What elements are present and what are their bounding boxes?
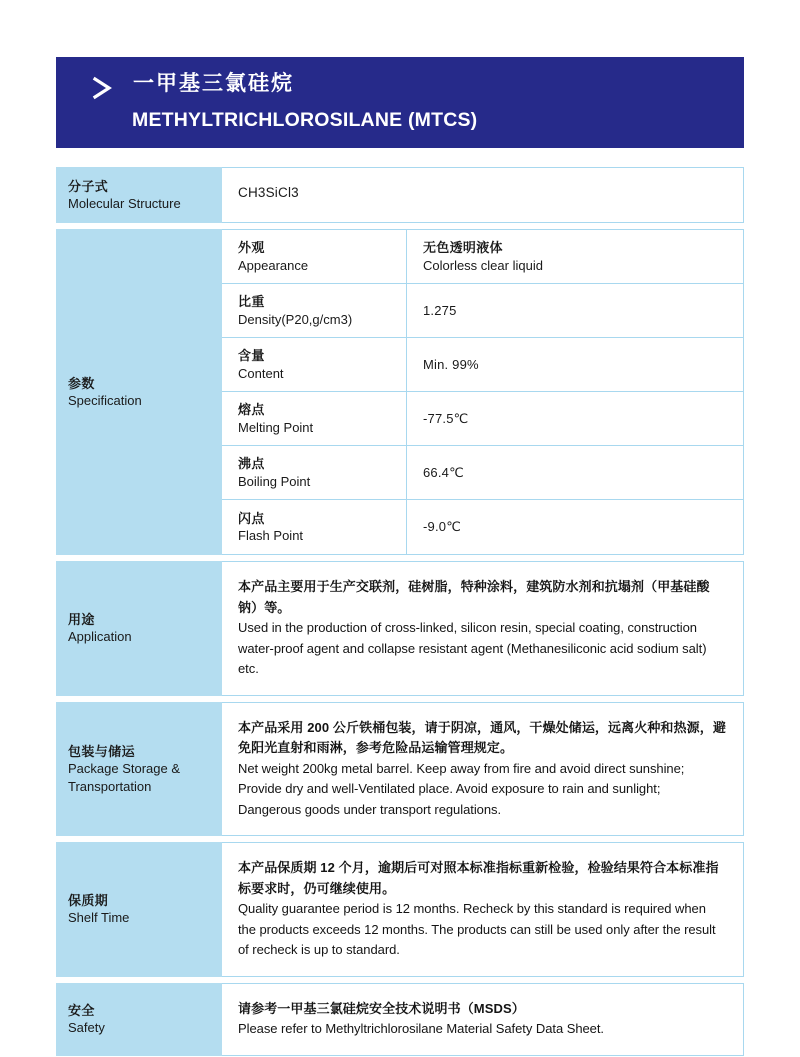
property-value-flash-point xyxy=(407,500,743,554)
property-name-boiling-point xyxy=(222,446,407,499)
product-name-cn: 一甲基三氯硅烷 xyxy=(133,72,294,95)
product-header-banner xyxy=(56,57,744,148)
value-safety xyxy=(222,983,744,1056)
property-name-flash-point xyxy=(222,500,407,554)
property-name-en: Boiling Point xyxy=(238,473,311,489)
label-en: Safety xyxy=(68,1020,105,1035)
property-name-density xyxy=(222,284,407,337)
property-name-content xyxy=(222,338,407,391)
property-value-appearance xyxy=(407,230,743,283)
property-value: -77.5℃ xyxy=(423,410,469,426)
label-shelf-time xyxy=(56,842,222,977)
label-en: Molecular Structure xyxy=(68,196,181,211)
value-application xyxy=(222,561,744,696)
property-value-melting-point xyxy=(407,392,743,445)
label-specification xyxy=(56,229,222,555)
label-application xyxy=(56,561,222,696)
label-cn: 分子式 xyxy=(68,178,109,194)
property-name-appearance xyxy=(222,230,407,283)
property-value-en: Colorless clear liquid xyxy=(423,257,543,273)
property-name-en: Density(P20,g/cm3) xyxy=(238,311,353,327)
property-name-cn: 含量 xyxy=(238,348,265,363)
package-text-cn: 本产品采用 200 公斤铁桶包装，请于阴凉，通风，干燥处储运，远离火种和热源，避免阳光直射和雨淋，参考危险品运输管理规定。 xyxy=(238,719,726,755)
molecular-formula-wrap xyxy=(222,168,743,217)
property-value: 66.4℃ xyxy=(423,464,464,480)
label-safety xyxy=(56,983,222,1056)
property-value: Min. 99% xyxy=(423,356,479,372)
property-name-cn: 外观 xyxy=(238,240,265,255)
safety-text-en: Please refer to Methyltrichlorosilane Material Safety Data Sheet. xyxy=(238,1021,604,1036)
package-text-wrap xyxy=(222,703,743,836)
application-text-en: Used in the production of cross-linked, silicon resin, special coating, construction water-proof agent and collapse resistant agent (Methanesiliconic acid sodium salt) etc. xyxy=(238,620,707,676)
safety-text-cn: 请参考一甲基三氯硅烷安全技术说明书（MSDS） xyxy=(238,1000,525,1016)
property-value-content xyxy=(407,338,743,391)
shelf-text-wrap xyxy=(222,843,743,976)
property-value-cn: 无色透明液体 xyxy=(423,239,503,255)
label-cn: 保质期 xyxy=(68,892,109,908)
value-shelf-time xyxy=(222,842,744,977)
safety-text-wrap xyxy=(222,984,743,1055)
label-cn: 用途 xyxy=(68,611,95,627)
property-name-cn: 熔点 xyxy=(238,402,265,417)
label-molecular-structure xyxy=(56,167,222,223)
chevron-right-icon xyxy=(90,75,116,101)
package-text-en: Net weight 200kg metal barrel. Keep away from fire and avoid direct sunshine; Provide dry and well-Ventilated place. Avoid exposure to rain and sunlight; Dangerous goods under transport regulations. xyxy=(238,760,685,817)
label-cn: 参数 xyxy=(68,375,95,391)
row-safety xyxy=(56,983,744,1056)
table-row-content xyxy=(222,338,743,392)
property-name-en: Appearance xyxy=(238,257,309,273)
label-en: Application xyxy=(68,629,132,645)
label-en: Package Storage & Transportation xyxy=(68,761,181,794)
application-text-cn: 本产品主要用于生产交联剂，硅树脂，特种涂料，建筑防水剂和抗塌剂（甲基硅酸钠）等。 xyxy=(238,579,710,615)
table-row-melting-point xyxy=(222,392,743,446)
molecular-formula-value: CH3SiCl3 xyxy=(238,185,299,200)
table-row-boiling-point xyxy=(222,446,743,500)
specification-table xyxy=(56,167,744,1056)
label-en: Shelf Time xyxy=(68,910,130,926)
property-name-melting-point xyxy=(222,392,407,445)
property-name-cn: 比重 xyxy=(238,294,265,309)
specification-subrows xyxy=(222,229,744,555)
shelf-text-en: Quality guarantee period is 12 months. Recheck by this standard is required when the products exceeds 12 months. The products can still be used only after the result of recheck is up to standard. xyxy=(238,901,716,957)
table-row-flash-point xyxy=(222,500,743,554)
table-row-appearance xyxy=(222,230,743,284)
property-value: 1.275 xyxy=(423,302,457,318)
property-value-density xyxy=(407,284,743,337)
row-molecular-structure xyxy=(56,167,744,223)
table-row-density xyxy=(222,284,743,338)
property-name-cn: 沸点 xyxy=(238,456,265,471)
property-value: -9.0℃ xyxy=(423,519,462,534)
shelf-text-cn: 本产品保质期 12 个月，逾期后可对照本标准指标重新检验，检验结果符合本标准指标要求时，仍可继续使用。 xyxy=(238,860,719,896)
label-package-storage-transportation xyxy=(56,702,222,837)
application-text-wrap xyxy=(222,562,743,695)
value-package-storage-transportation xyxy=(222,702,744,837)
row-application xyxy=(56,561,744,696)
row-shelf-time xyxy=(56,842,744,977)
label-en: Specification xyxy=(68,393,142,408)
value-molecular-structure xyxy=(222,167,744,223)
row-specification xyxy=(56,229,744,555)
label-cn: 包装与储运 xyxy=(68,743,136,759)
product-name-en: METHYLTRICHLOROSILANE (MTCS) xyxy=(132,109,478,131)
row-package-storage-transportation xyxy=(56,702,744,837)
property-name-en: Content xyxy=(238,365,284,381)
property-name-cn: 闪点 xyxy=(238,510,265,526)
property-name-en: Melting Point xyxy=(238,419,314,435)
header-title-row xyxy=(90,70,744,101)
property-name-en: Flash Point xyxy=(238,528,304,543)
property-value-boiling-point xyxy=(407,446,743,499)
label-cn: 安全 xyxy=(68,1002,95,1018)
